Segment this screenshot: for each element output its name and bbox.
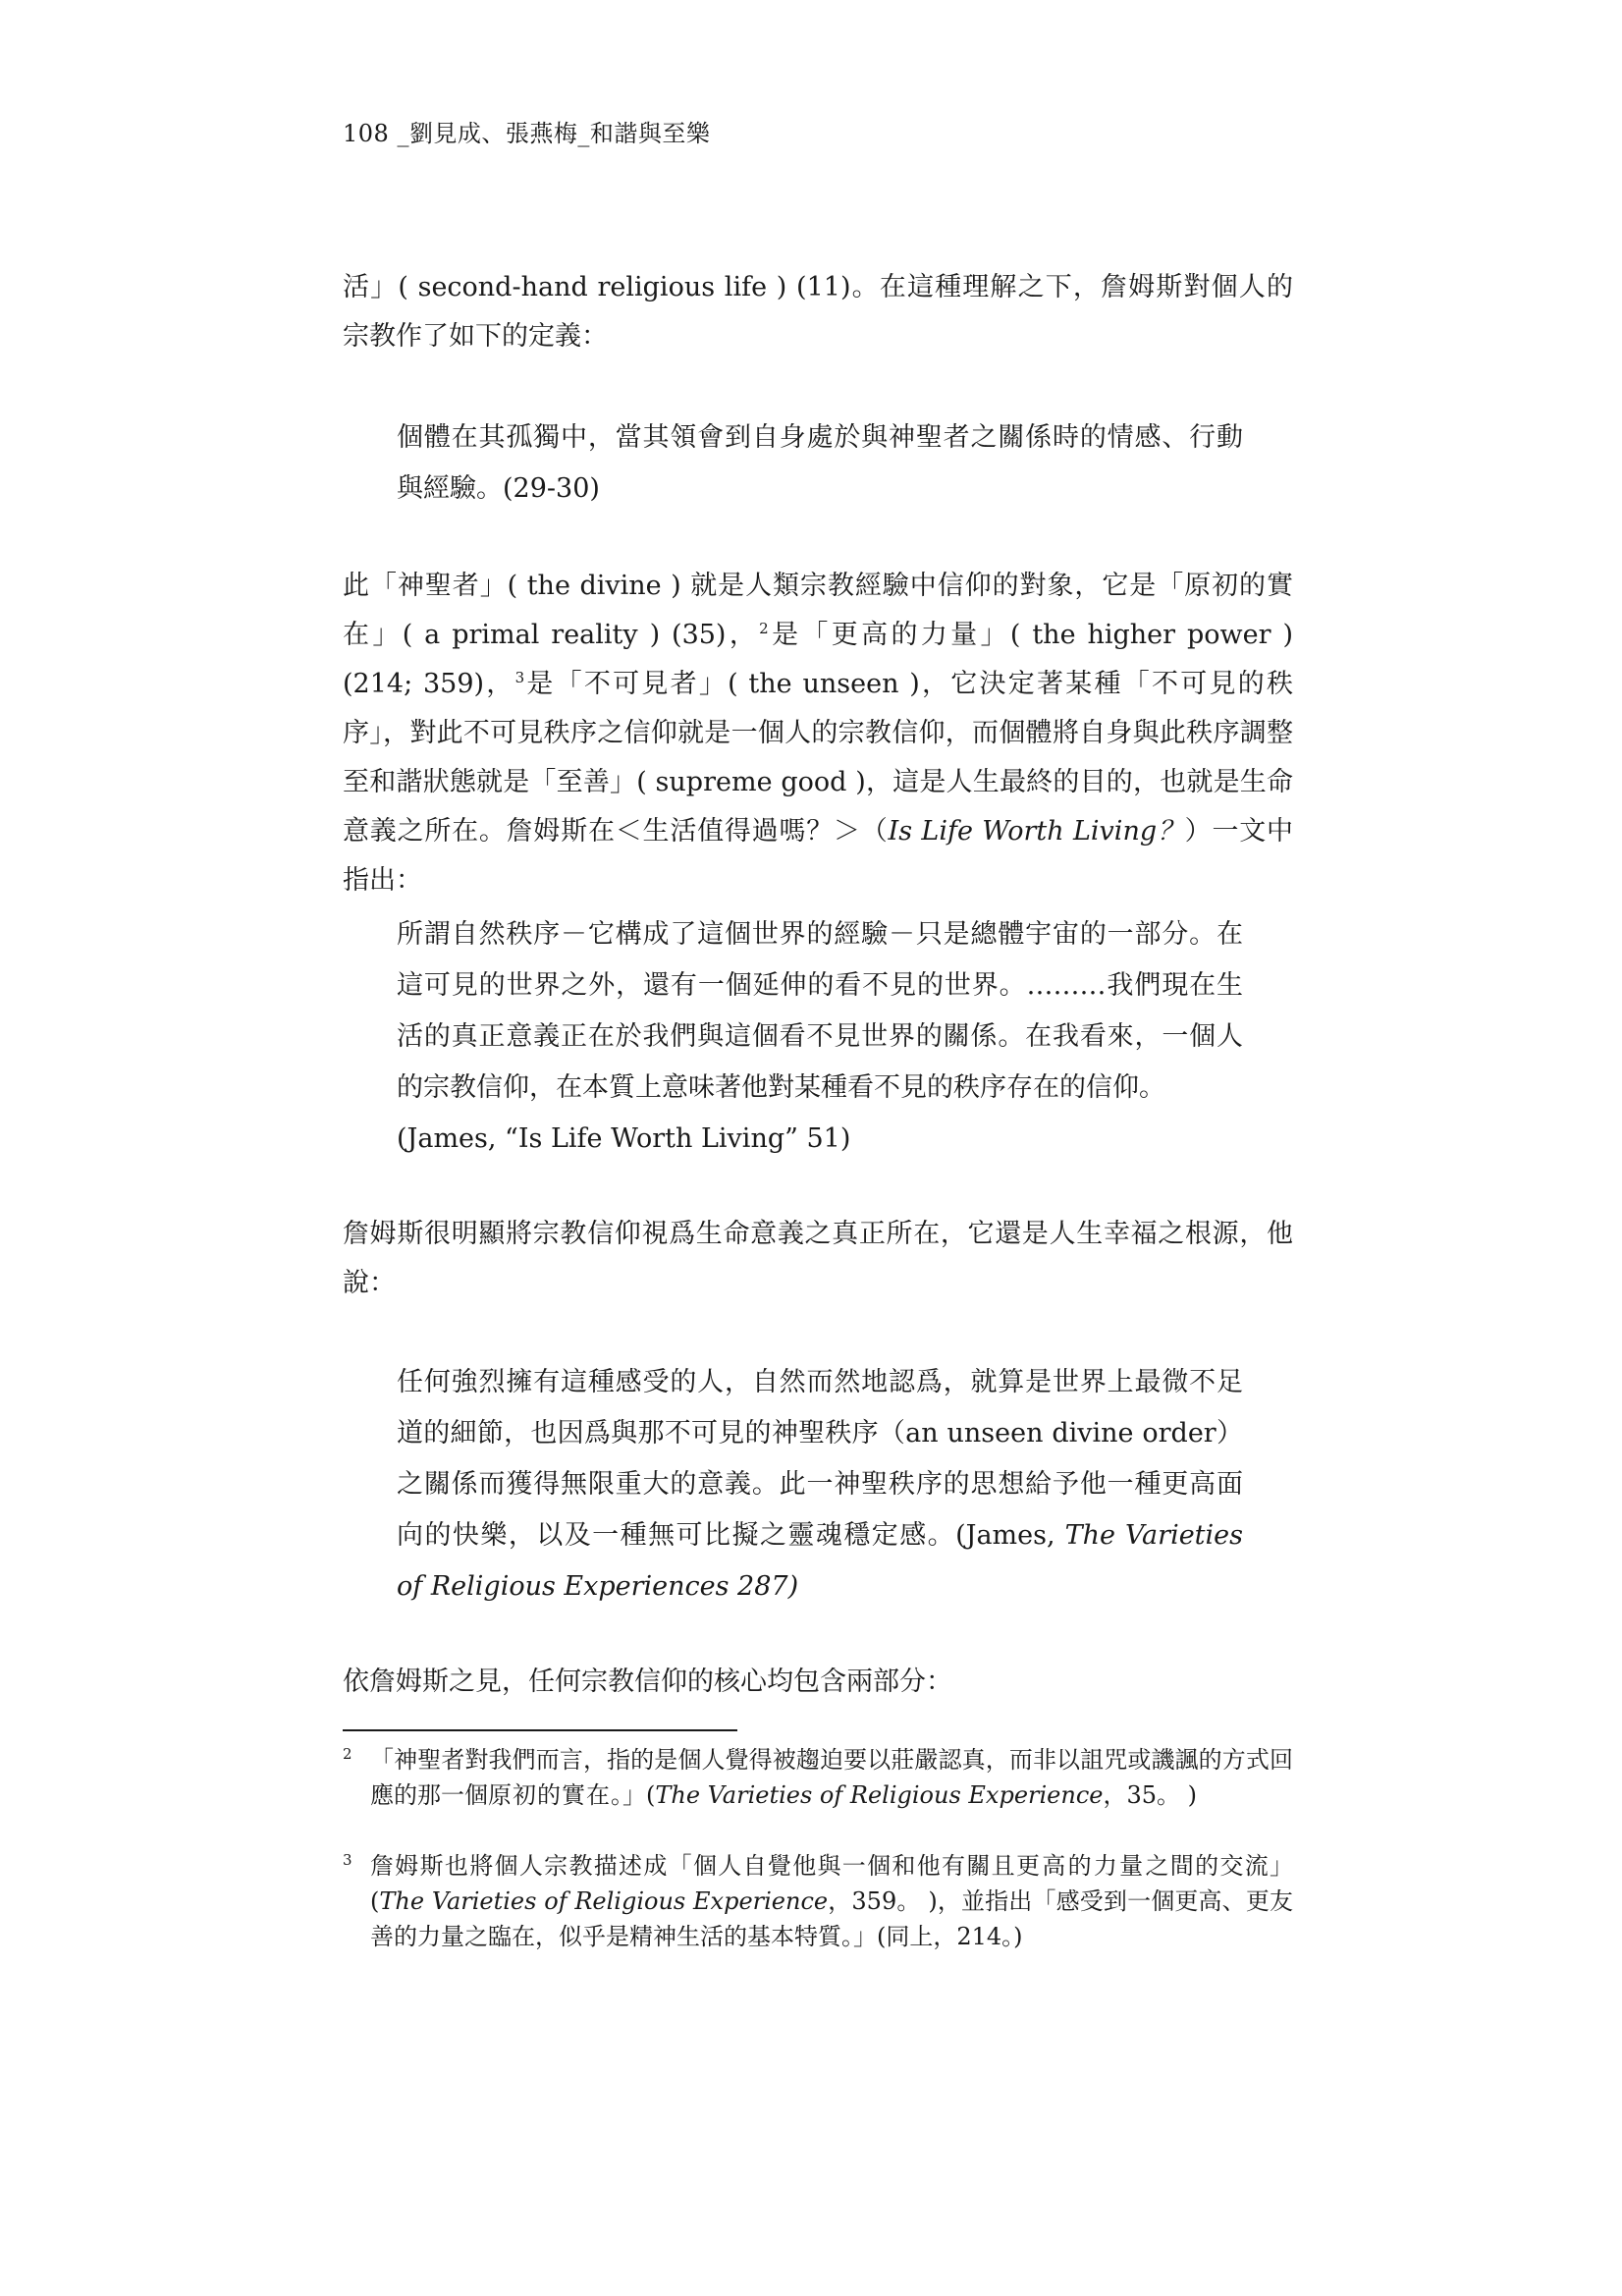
emphasized-phrase: 更高的力量: [1015, 1852, 1146, 1880]
footnote-text-part: 之間的交流」(: [370, 1852, 1294, 1915]
quote-citation: (James, “Is Life Worth Living” 51): [397, 1123, 851, 1154]
quote-text: 任何強烈擁有這種感受的人，自然而然地認爲，就算是世界上最微不足道的細節，也因爲與那不可見的神聖秩序（an unseen divine order）之關係而獲得無限重大的意義。此一神聖秩序的思想給予他一種更高面向的快樂，以及一種無可比擬之靈魂穩定感。(James,: [397, 1367, 1243, 1551]
block-quote-1: [397, 412, 1243, 515]
body-paragraph-4: [343, 1658, 1293, 1707]
footnote-divider: [343, 1729, 737, 1731]
footnote-2: [343, 1742, 1293, 1813]
work-title: The Varieties of Religious Experiences 287): [397, 1520, 1243, 1602]
quote-text: 個體在其孤獨中，當其領會到自身處於與神聖者之關係時的情感、行動與經驗。(29-30): [397, 422, 1243, 504]
block-quote-2: [397, 909, 1243, 1165]
quote-text: 所謂自然秩序－它構成了這個世界的經驗－只是總體宇宙的一部分。在這可見的世界之外，還有一個延伸的看不見的世界。………我們現在生活的真正意義正在於我們與這個看不見世界的關係。在我看來，一個人的宗教信仰，在本質上意味著他對某種看不見的秩序存在的信仰。: [397, 919, 1243, 1103]
footnote-3: [343, 1848, 1293, 1954]
footnote-text-part: ，359。 )，並指出「感受到一個更高、更友善的力量之臨在，似乎是精神生活的基本特質。」(同上，214。): [370, 1887, 1293, 1950]
block-quote-3: [397, 1357, 1243, 1613]
footnote-text: [343, 1848, 1293, 1954]
body-paragraph-3: [343, 1210, 1293, 1308]
paragraph-text: 此「神聖者」( the divine ) 就是人類宗教經驗中信仰的對象，它是「原初的實在」( a primal reality ) (35)，: [343, 571, 1293, 650]
footnote-text-part: 。」(: [611, 1781, 656, 1809]
footnote-text-part: 「神聖者對我們而言，指的是個人覺得被趨迫要以莊嚴認真，而非以詛咒或譏諷的方式回應的那一個: [370, 1746, 1293, 1809]
footnote-text-part: 詹姆斯也將個人宗教描述成「個人自覺他與一個和他有關且: [370, 1852, 1016, 1880]
paragraph-text: ）一文中指出：: [343, 816, 1294, 896]
paragraph-text: 是「更高的力量」( the higher power ) (214; 359)，: [343, 620, 1293, 699]
paragraph-text: 是「不可見者」( the unseen )，它決定著某種「不可見的秩序」，對此不可見秩序之信仰就是一個人的宗教信仰，而個體將自身與此秩序調整至和諧狀態就是「至善」( supreme good )，這是人生最終的目的，也就是生命意義之所在。詹姆斯在＜生活值得過嗎？＞（: [343, 669, 1293, 847]
running-head: 108 _劉見成、張燕梅_和諧與至樂: [343, 120, 711, 147]
footnote-number: 3: [343, 1851, 352, 1869]
footnote-ref-2[interactable]: 2: [759, 620, 769, 637]
work-title: The Varieties of Religious Experience: [655, 1781, 1104, 1809]
emphasized-phrase: 原初的實在: [488, 1781, 611, 1809]
paragraph-text: 依詹姆斯之見，任何宗教信仰的核心均包含兩部分：: [343, 1667, 952, 1697]
footnote-number: 2: [343, 1745, 352, 1763]
work-title: The Varieties of Religious Experience: [379, 1887, 829, 1915]
body-paragraph-2: [343, 562, 1293, 905]
work-title: Is Life Worth Living？: [888, 816, 1185, 847]
paragraph-text: 活」( second-hand religious life ) (11)。在這種理解之下，詹姆斯對個人的宗教作了如下的定義：: [343, 272, 1293, 352]
footnote-ref-3[interactable]: 3: [514, 669, 525, 686]
footnote-text: [343, 1742, 1293, 1813]
body-paragraph-1: [343, 263, 1293, 361]
paragraph-text: 詹姆斯很明顯將宗教信仰視爲生命意義之真正所在，它還是人生幸福之根源，他說：: [343, 1219, 1293, 1298]
footnote-text-part: ，35。 ): [1103, 1781, 1198, 1809]
